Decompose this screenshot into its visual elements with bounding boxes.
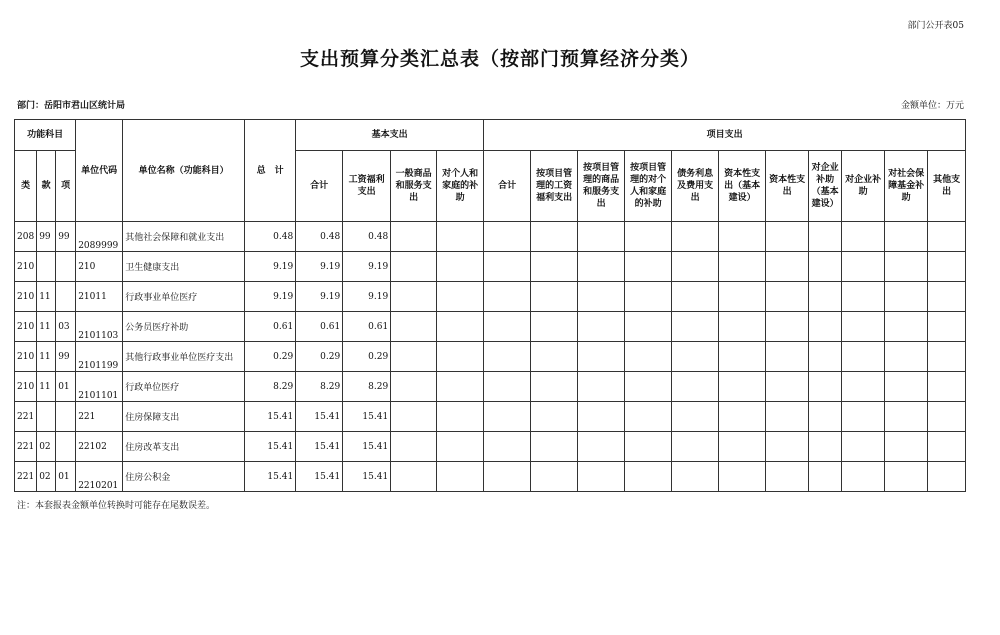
cell-empty bbox=[928, 312, 966, 342]
header-unit-name: 单位名称（功能科目） bbox=[123, 120, 245, 222]
header-project-col: 对企业补助 bbox=[842, 151, 885, 222]
cell-empty bbox=[928, 462, 966, 492]
cell-empty bbox=[842, 432, 885, 462]
cell-salary-welfare: 9.19 bbox=[343, 252, 391, 282]
cell-empty bbox=[885, 402, 928, 432]
cell-empty bbox=[809, 312, 842, 342]
cell-empty bbox=[672, 372, 719, 402]
expenditure-table bbox=[14, 119, 966, 492]
cell-empty bbox=[531, 282, 578, 312]
cell-lei: 221 bbox=[15, 402, 37, 432]
cell-unit-code: 2210201 bbox=[76, 462, 123, 492]
cell-basic-total: 15.41 bbox=[296, 432, 343, 462]
header-project-col: 资本性支出（基本建设） bbox=[719, 151, 766, 222]
header-project-col: 对企业补助（基本建设） bbox=[809, 151, 842, 222]
cell-empty bbox=[719, 342, 766, 372]
cell-basic-total: 9.19 bbox=[296, 252, 343, 282]
header-basic-col: 对个人和家庭的补助 bbox=[437, 151, 484, 222]
header-project-col: 对社会保障基金补助 bbox=[885, 151, 928, 222]
cell-empty bbox=[625, 282, 672, 312]
cell-empty bbox=[391, 252, 437, 282]
cell-kuan bbox=[37, 252, 56, 282]
cell-xiang bbox=[56, 252, 76, 282]
cell-empty bbox=[437, 432, 484, 462]
cell-basic-total: 15.41 bbox=[296, 462, 343, 492]
cell-empty bbox=[928, 342, 966, 372]
cell-salary-welfare: 0.61 bbox=[343, 312, 391, 342]
cell-empty bbox=[809, 282, 842, 312]
cell-salary-welfare: 15.41 bbox=[343, 432, 391, 462]
cell-empty bbox=[578, 432, 625, 462]
cell-empty bbox=[885, 342, 928, 372]
header-function-subject: 功能科目 bbox=[15, 120, 76, 151]
cell-empty bbox=[578, 312, 625, 342]
cell-basic-total: 8.29 bbox=[296, 372, 343, 402]
header-lei: 类 bbox=[15, 151, 37, 222]
cell-total: 9.19 bbox=[245, 252, 296, 282]
cell-empty bbox=[437, 402, 484, 432]
cell-empty bbox=[437, 342, 484, 372]
cell-xiang: 99 bbox=[56, 222, 76, 252]
cell-empty bbox=[391, 432, 437, 462]
cell-empty bbox=[391, 372, 437, 402]
cell-empty bbox=[625, 432, 672, 462]
table-row bbox=[15, 282, 966, 312]
cell-empty bbox=[766, 222, 809, 252]
cell-empty bbox=[885, 432, 928, 462]
cell-xiang: 03 bbox=[56, 312, 76, 342]
cell-empty bbox=[484, 342, 531, 372]
cell-empty bbox=[885, 372, 928, 402]
cell-empty bbox=[766, 372, 809, 402]
cell-empty bbox=[809, 252, 842, 282]
cell-empty bbox=[484, 282, 531, 312]
cell-empty bbox=[809, 372, 842, 402]
cell-xiang: 01 bbox=[56, 372, 76, 402]
cell-empty bbox=[484, 462, 531, 492]
cell-kuan: 99 bbox=[37, 222, 56, 252]
cell-empty bbox=[928, 402, 966, 432]
cell-total: 15.41 bbox=[245, 462, 296, 492]
cell-empty bbox=[885, 462, 928, 492]
cell-xiang: 99 bbox=[56, 342, 76, 372]
cell-empty bbox=[531, 462, 578, 492]
cell-empty bbox=[719, 252, 766, 282]
table-row bbox=[15, 462, 966, 492]
cell-empty bbox=[578, 402, 625, 432]
cell-empty bbox=[928, 252, 966, 282]
cell-empty bbox=[672, 282, 719, 312]
cell-lei: 210 bbox=[15, 342, 37, 372]
cell-unit-code: 22102 bbox=[76, 432, 123, 462]
cell-kuan: 11 bbox=[37, 282, 56, 312]
cell-basic-total: 9.19 bbox=[296, 282, 343, 312]
cell-empty bbox=[531, 432, 578, 462]
cell-empty bbox=[531, 372, 578, 402]
cell-empty bbox=[809, 432, 842, 462]
cell-unit-name: 公务员医疗补助 bbox=[123, 312, 245, 342]
cell-empty bbox=[578, 282, 625, 312]
cell-empty bbox=[766, 252, 809, 282]
cell-xiang: 01 bbox=[56, 462, 76, 492]
cell-total: 0.48 bbox=[245, 222, 296, 252]
cell-empty bbox=[809, 402, 842, 432]
cell-empty bbox=[885, 252, 928, 282]
cell-total: 15.41 bbox=[245, 402, 296, 432]
header-xiang: 项 bbox=[56, 151, 76, 222]
header-project-col: 合计 bbox=[484, 151, 531, 222]
cell-empty bbox=[719, 282, 766, 312]
cell-empty bbox=[437, 282, 484, 312]
header-project-col: 按项目管理的工资福利支出 bbox=[531, 151, 578, 222]
cell-empty bbox=[719, 222, 766, 252]
cell-unit-name: 住房改革支出 bbox=[123, 432, 245, 462]
cell-salary-welfare: 15.41 bbox=[343, 402, 391, 432]
cell-lei: 210 bbox=[15, 282, 37, 312]
cell-empty bbox=[842, 222, 885, 252]
cell-empty bbox=[672, 222, 719, 252]
header-project-expenditure: 项目支出 bbox=[484, 120, 966, 151]
header-kuan: 款 bbox=[37, 151, 56, 222]
cell-empty bbox=[531, 402, 578, 432]
cell-unit-code: 2089999 bbox=[76, 222, 123, 252]
header-basic-col: 一般商品和服务支出 bbox=[391, 151, 437, 222]
header-project-col: 按项目管理的对个人和家庭的补助 bbox=[625, 151, 672, 222]
cell-empty bbox=[766, 402, 809, 432]
cell-lei: 210 bbox=[15, 252, 37, 282]
cell-empty bbox=[578, 462, 625, 492]
cell-empty bbox=[766, 432, 809, 462]
table-row bbox=[15, 402, 966, 432]
cell-basic-total: 0.61 bbox=[296, 312, 343, 342]
cell-empty bbox=[484, 312, 531, 342]
cell-empty bbox=[672, 432, 719, 462]
cell-empty bbox=[809, 222, 842, 252]
cell-salary-welfare: 9.19 bbox=[343, 282, 391, 312]
cell-empty bbox=[391, 462, 437, 492]
cell-empty bbox=[719, 402, 766, 432]
cell-empty bbox=[928, 432, 966, 462]
header-project-col: 债务利息及费用支出 bbox=[672, 151, 719, 222]
cell-empty bbox=[391, 402, 437, 432]
cell-empty bbox=[578, 342, 625, 372]
cell-empty bbox=[928, 372, 966, 402]
cell-empty bbox=[672, 402, 719, 432]
cell-lei: 221 bbox=[15, 462, 37, 492]
header-project-col: 资本性支出 bbox=[766, 151, 809, 222]
cell-empty bbox=[842, 402, 885, 432]
table-row bbox=[15, 432, 966, 462]
cell-empty bbox=[391, 222, 437, 252]
cell-empty bbox=[842, 282, 885, 312]
cell-empty bbox=[437, 312, 484, 342]
header-basic-col: 工资福利支出 bbox=[343, 151, 391, 222]
cell-kuan: 02 bbox=[37, 462, 56, 492]
cell-total: 0.61 bbox=[245, 312, 296, 342]
cell-empty bbox=[672, 252, 719, 282]
cell-kuan: 11 bbox=[37, 372, 56, 402]
cell-salary-welfare: 15.41 bbox=[343, 462, 391, 492]
table-row bbox=[15, 342, 966, 372]
header-project-col: 其他支出 bbox=[928, 151, 966, 222]
cell-empty bbox=[672, 462, 719, 492]
cell-empty bbox=[928, 222, 966, 252]
cell-empty bbox=[437, 462, 484, 492]
cell-kuan: 02 bbox=[37, 432, 56, 462]
header-project-col: 按项目管理的商品和服务支出 bbox=[578, 151, 625, 222]
cell-kuan: 11 bbox=[37, 342, 56, 372]
cell-empty bbox=[531, 222, 578, 252]
cell-empty bbox=[484, 432, 531, 462]
amount-unit-label: 金额单位：万元 bbox=[900, 101, 964, 111]
cell-empty bbox=[766, 312, 809, 342]
cell-unit-name: 住房保障支出 bbox=[123, 402, 245, 432]
cell-empty bbox=[437, 252, 484, 282]
cell-unit-code: 21011 bbox=[76, 282, 123, 312]
cell-unit-code: 2101103 bbox=[76, 312, 123, 342]
cell-empty bbox=[885, 312, 928, 342]
cell-unit-name: 行政事业单位医疗 bbox=[123, 282, 245, 312]
cell-empty bbox=[766, 462, 809, 492]
table-number-label: 部门公开表05 bbox=[907, 21, 964, 31]
cell-empty bbox=[578, 252, 625, 282]
cell-lei: 210 bbox=[15, 312, 37, 342]
cell-kuan: 11 bbox=[37, 312, 56, 342]
cell-unit-code: 210 bbox=[76, 252, 123, 282]
cell-empty bbox=[809, 342, 842, 372]
cell-salary-welfare: 0.29 bbox=[343, 342, 391, 372]
cell-empty bbox=[484, 372, 531, 402]
header-basic-col: 合计 bbox=[296, 151, 343, 222]
cell-empty bbox=[625, 312, 672, 342]
cell-empty bbox=[625, 462, 672, 492]
table-row bbox=[15, 312, 966, 342]
cell-salary-welfare: 8.29 bbox=[343, 372, 391, 402]
cell-empty bbox=[625, 252, 672, 282]
cell-xiang bbox=[56, 402, 76, 432]
cell-unit-code: 2101199 bbox=[76, 342, 123, 372]
cell-kuan bbox=[37, 402, 56, 432]
cell-unit-name: 卫生健康支出 bbox=[123, 252, 245, 282]
cell-basic-total: 0.48 bbox=[296, 222, 343, 252]
cell-empty bbox=[885, 222, 928, 252]
cell-empty bbox=[531, 342, 578, 372]
cell-unit-name: 行政单位医疗 bbox=[123, 372, 245, 402]
footnote: 注：本套报表金额单位转换时可能存在尾数误差。 bbox=[17, 501, 216, 511]
table-row bbox=[15, 222, 966, 252]
cell-lei: 210 bbox=[15, 372, 37, 402]
cell-unit-code: 2101101 bbox=[76, 372, 123, 402]
cell-empty bbox=[719, 432, 766, 462]
cell-empty bbox=[625, 342, 672, 372]
cell-empty bbox=[578, 222, 625, 252]
cell-xiang bbox=[56, 282, 76, 312]
cell-empty bbox=[625, 402, 672, 432]
cell-empty bbox=[719, 312, 766, 342]
header-total: 总 计 bbox=[245, 120, 296, 222]
cell-empty bbox=[766, 282, 809, 312]
page-title: 支出预算分类汇总表（按部门预算经济分类） bbox=[299, 48, 700, 70]
cell-empty bbox=[842, 312, 885, 342]
cell-empty bbox=[719, 372, 766, 402]
table-row bbox=[15, 372, 966, 402]
table-row bbox=[15, 252, 966, 282]
cell-unit-name: 其他行政事业单位医疗支出 bbox=[123, 342, 245, 372]
cell-empty bbox=[928, 282, 966, 312]
cell-total: 9.19 bbox=[245, 282, 296, 312]
cell-empty bbox=[578, 372, 625, 402]
cell-empty bbox=[391, 282, 437, 312]
cell-lei: 221 bbox=[15, 432, 37, 462]
cell-empty bbox=[437, 372, 484, 402]
cell-empty bbox=[809, 462, 842, 492]
cell-unit-name: 住房公积金 bbox=[123, 462, 245, 492]
cell-total: 0.29 bbox=[245, 342, 296, 372]
cell-empty bbox=[484, 252, 531, 282]
cell-empty bbox=[484, 222, 531, 252]
cell-empty bbox=[672, 342, 719, 372]
cell-empty bbox=[437, 222, 484, 252]
header-unit-code: 单位代码 bbox=[76, 120, 123, 222]
cell-empty bbox=[842, 462, 885, 492]
cell-unit-name: 其他社会保障和就业支出 bbox=[123, 222, 245, 252]
cell-empty bbox=[625, 222, 672, 252]
cell-empty bbox=[719, 462, 766, 492]
cell-empty bbox=[625, 372, 672, 402]
cell-empty bbox=[391, 342, 437, 372]
cell-salary-welfare: 0.48 bbox=[343, 222, 391, 252]
cell-empty bbox=[842, 372, 885, 402]
cell-empty bbox=[766, 342, 809, 372]
cell-empty bbox=[885, 282, 928, 312]
cell-basic-total: 0.29 bbox=[296, 342, 343, 372]
cell-empty bbox=[484, 402, 531, 432]
cell-total: 15.41 bbox=[245, 432, 296, 462]
cell-empty bbox=[391, 312, 437, 342]
cell-empty bbox=[672, 312, 719, 342]
cell-lei: 208 bbox=[15, 222, 37, 252]
cell-xiang bbox=[56, 432, 76, 462]
cell-unit-code: 221 bbox=[76, 402, 123, 432]
cell-total: 8.29 bbox=[245, 372, 296, 402]
cell-empty bbox=[842, 342, 885, 372]
cell-basic-total: 15.41 bbox=[296, 402, 343, 432]
cell-empty bbox=[842, 252, 885, 282]
cell-empty bbox=[531, 252, 578, 282]
department-label: 部门：岳阳市君山区统计局 bbox=[17, 101, 126, 111]
header-basic-expenditure: 基本支出 bbox=[296, 120, 484, 151]
cell-empty bbox=[531, 312, 578, 342]
